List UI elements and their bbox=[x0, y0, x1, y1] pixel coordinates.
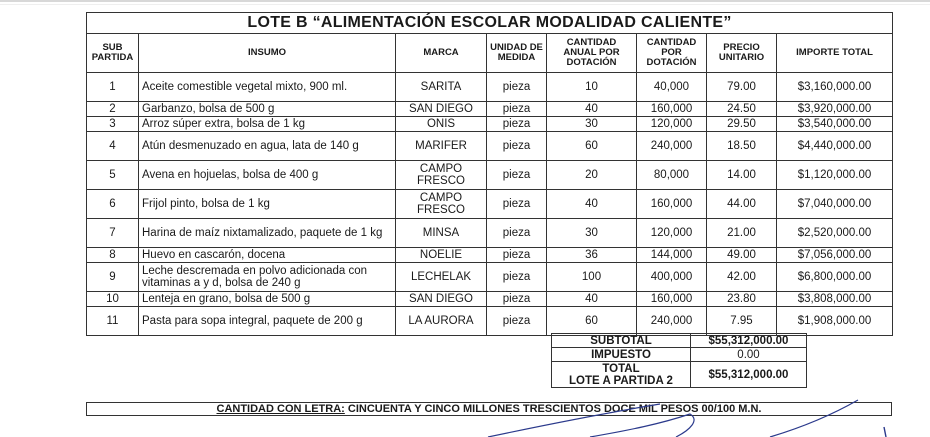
cell-anual: 40 bbox=[547, 190, 637, 219]
cell-importe: $2,520,000.00 bbox=[777, 219, 893, 248]
cell-dotacion: 240,000 bbox=[637, 132, 707, 161]
cell-marca: SAN DIEGO bbox=[396, 292, 487, 307]
cell-dotacion: 160,000 bbox=[637, 102, 707, 117]
cell-anual: 20 bbox=[547, 161, 637, 190]
cell-insumo: Huevo en cascarón, docena bbox=[139, 248, 396, 263]
cell-dotacion: 240,000 bbox=[637, 307, 707, 336]
table-row bbox=[87, 307, 893, 336]
cell-anual: 10 bbox=[547, 73, 637, 102]
cell-marca: SARITA bbox=[396, 73, 487, 102]
cell-marca: MINSA bbox=[396, 219, 487, 248]
header-importe: IMPORTE TOTAL bbox=[777, 34, 893, 73]
cell-unidad: pieza bbox=[487, 248, 547, 263]
cell-anual: 100 bbox=[547, 263, 637, 292]
cell-dotacion: 120,000 bbox=[637, 219, 707, 248]
total-value: $55,312,000.00 bbox=[691, 362, 807, 388]
cell-num: 8 bbox=[87, 248, 139, 263]
cell-precio: 42.00 bbox=[707, 263, 777, 292]
cell-precio: 24.50 bbox=[707, 102, 777, 117]
cell-insumo: Pasta para sopa integral, paquete de 200 g bbox=[139, 307, 396, 336]
cantidad-con-letra bbox=[86, 402, 892, 416]
cell-insumo: Leche descremada en polvo adicionada con vitaminas a y d, bolsa de 240 g bbox=[139, 263, 396, 292]
impuesto-value: 0.00 bbox=[691, 348, 807, 362]
cell-num: 4 bbox=[87, 132, 139, 161]
header-precio: PRECIO UNITARIO bbox=[707, 34, 777, 73]
cell-dotacion: 40,000 bbox=[637, 73, 707, 102]
cell-unidad: pieza bbox=[487, 292, 547, 307]
cell-precio: 44.00 bbox=[707, 190, 777, 219]
cell-anual: 30 bbox=[547, 117, 637, 132]
table-row bbox=[87, 190, 893, 219]
cell-importe: $4,440,000.00 bbox=[777, 132, 893, 161]
header-cantidad-anual: CANTIDAD ANUAL POR DOTACIÓN bbox=[547, 34, 637, 73]
table-row bbox=[87, 263, 893, 292]
cell-importe: $1,120,000.00 bbox=[777, 161, 893, 190]
scan-edge bbox=[0, 0, 930, 2]
cell-precio: 23.80 bbox=[707, 292, 777, 307]
cell-marca: LECHELAK bbox=[396, 263, 487, 292]
cell-importe: $3,920,000.00 bbox=[777, 102, 893, 117]
cell-anual: 36 bbox=[547, 248, 637, 263]
cell-marca: LA AURORA bbox=[396, 307, 487, 336]
cell-precio: 7.95 bbox=[707, 307, 777, 336]
cell-marca: CAMPO FRESCO bbox=[396, 161, 487, 190]
cell-importe: $7,040,000.00 bbox=[777, 190, 893, 219]
cell-num: 9 bbox=[87, 263, 139, 292]
cell-unidad: pieza bbox=[487, 102, 547, 117]
summary-table bbox=[551, 333, 807, 388]
subtotal-value: $55,312,000.00 bbox=[691, 334, 807, 348]
cell-precio: 14.00 bbox=[707, 161, 777, 190]
summary-block bbox=[551, 333, 806, 388]
cell-importe: $6,800,000.00 bbox=[777, 263, 893, 292]
cell-dotacion: 120,000 bbox=[637, 117, 707, 132]
total-label-line1: TOTAL bbox=[602, 362, 640, 375]
cell-precio: 29.50 bbox=[707, 117, 777, 132]
cell-importe: $7,056,000.00 bbox=[777, 248, 893, 263]
cell-num: 2 bbox=[87, 102, 139, 117]
header-unidad: UNIDAD DE MEDIDA bbox=[487, 34, 547, 73]
header-marca: MARCA bbox=[396, 34, 487, 73]
cantidad-con-letra-text: CINCUENTA Y CINCO MILLONES TRESCIENTOS DOCE MIL PESOS 00/100 M.N. bbox=[344, 403, 762, 415]
cell-dotacion: 144,000 bbox=[637, 248, 707, 263]
cell-dotacion: 400,000 bbox=[637, 263, 707, 292]
table-row bbox=[87, 161, 893, 190]
table-row bbox=[87, 132, 893, 161]
cell-num: 7 bbox=[87, 219, 139, 248]
signature-stroke-4 bbox=[884, 427, 886, 437]
cell-anual: 60 bbox=[547, 307, 637, 336]
header-cantidad-dotacion: CANTIDAD POR DOTACIÓN bbox=[637, 34, 707, 73]
header-insumo: INSUMO bbox=[139, 34, 396, 73]
cell-marca: ONIS bbox=[396, 117, 487, 132]
cell-unidad: pieza bbox=[487, 307, 547, 336]
cell-unidad: pieza bbox=[487, 263, 547, 292]
cell-unidad: pieza bbox=[487, 190, 547, 219]
table-row bbox=[87, 219, 893, 248]
cell-marca: NOELIE bbox=[396, 248, 487, 263]
cell-marca: CAMPO FRESCO bbox=[396, 190, 487, 219]
cell-insumo: Avena en hojuelas, bolsa de 400 g bbox=[139, 161, 396, 190]
cell-unidad: pieza bbox=[487, 73, 547, 102]
cell-importe: $3,160,000.00 bbox=[777, 73, 893, 102]
cell-insumo: Atún desmenuzado en agua, lata de 140 g bbox=[139, 132, 396, 161]
cell-num: 10 bbox=[87, 292, 139, 307]
total-label bbox=[552, 362, 691, 388]
cell-insumo: Garbanzo, bolsa de 500 g bbox=[139, 102, 396, 117]
cell-unidad: pieza bbox=[487, 117, 547, 132]
lote-table bbox=[86, 12, 893, 336]
cell-anual: 40 bbox=[547, 102, 637, 117]
cell-anual: 60 bbox=[547, 132, 637, 161]
cell-num: 11 bbox=[87, 307, 139, 336]
table-row bbox=[87, 292, 893, 307]
cell-num: 6 bbox=[87, 190, 139, 219]
cell-dotacion: 80,000 bbox=[637, 161, 707, 190]
cell-importe: $3,540,000.00 bbox=[777, 117, 893, 132]
cell-insumo: Arroz súper extra, bolsa de 1 kg bbox=[139, 117, 396, 132]
table-row bbox=[87, 248, 893, 263]
impuesto-label: IMPUESTO bbox=[552, 348, 691, 362]
cell-importe: $3,808,000.00 bbox=[777, 292, 893, 307]
cell-unidad: pieza bbox=[487, 161, 547, 190]
header-row bbox=[87, 34, 893, 73]
cell-precio: 18.50 bbox=[707, 132, 777, 161]
cell-num: 3 bbox=[87, 117, 139, 132]
table-row bbox=[87, 73, 893, 102]
subtotal-label: SUBTOTAL bbox=[552, 334, 691, 348]
table-row bbox=[87, 102, 893, 117]
cell-unidad: pieza bbox=[487, 219, 547, 248]
signature-stroke-2 bbox=[590, 414, 694, 437]
cell-marca: SAN DIEGO bbox=[396, 102, 487, 117]
header-sub-partida: SUB PARTIDA bbox=[87, 34, 139, 73]
cell-unidad: pieza bbox=[487, 132, 547, 161]
cantidad-con-letra-label: CANTIDAD CON LETRA: bbox=[216, 403, 345, 415]
lote-title: LOTE B “ALIMENTACIÓN ESCOLAR MODALIDAD CALIENTE” bbox=[87, 13, 893, 34]
scan-edge-shadow bbox=[0, 4, 930, 5]
cell-dotacion: 160,000 bbox=[637, 190, 707, 219]
cell-insumo: Aceite comestible vegetal mixto, 900 ml. bbox=[139, 73, 396, 102]
cell-anual: 30 bbox=[547, 219, 637, 248]
cell-marca: MARIFER bbox=[396, 132, 487, 161]
lote-table-container bbox=[86, 12, 892, 336]
cell-dotacion: 160,000 bbox=[637, 292, 707, 307]
cell-importe: $1,908,000.00 bbox=[777, 307, 893, 336]
cell-precio: 79.00 bbox=[707, 73, 777, 102]
cell-insumo: Frijol pinto, bolsa de 1 kg bbox=[139, 190, 396, 219]
cell-insumo: Lenteja en grano, bolsa de 500 g bbox=[139, 292, 396, 307]
cell-num: 1 bbox=[87, 73, 139, 102]
total-label-line2: LOTE A PARTIDA 2 bbox=[569, 374, 673, 387]
table-row bbox=[87, 117, 893, 132]
cell-precio: 21.00 bbox=[707, 219, 777, 248]
cell-insumo: Harina de maíz nixtamalizado, paquete de 1 kg bbox=[139, 219, 396, 248]
cell-precio: 49.00 bbox=[707, 248, 777, 263]
cell-anual: 40 bbox=[547, 292, 637, 307]
cell-num: 5 bbox=[87, 161, 139, 190]
